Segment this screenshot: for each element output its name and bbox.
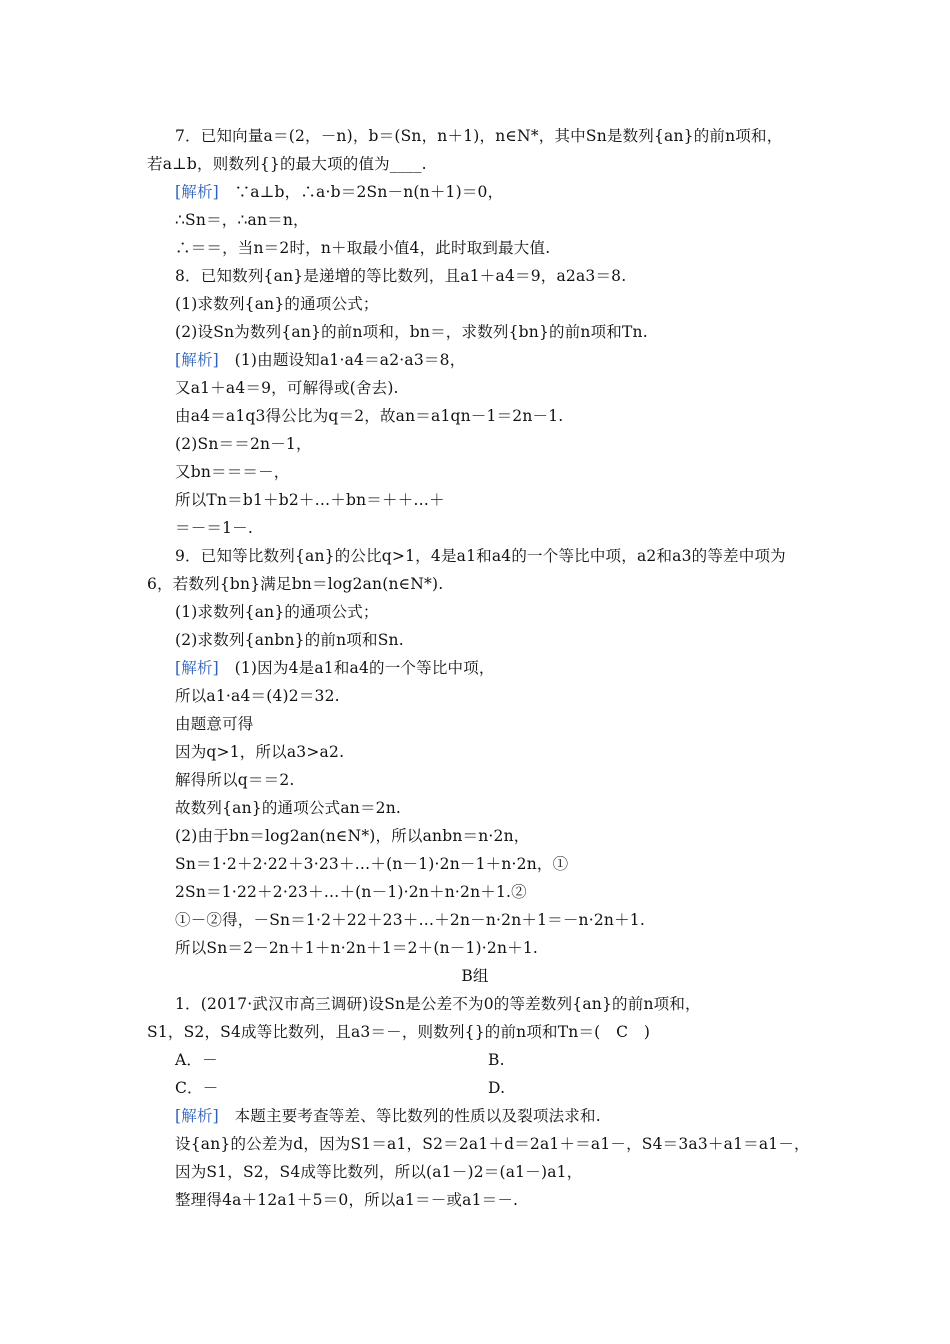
solution-tag: [解析] — [175, 183, 219, 201]
q8-solution-line5: 又bn＝＝＝－， — [175, 463, 290, 481]
q8-solution-line7: ＝－＝1－. — [175, 519, 253, 537]
q8-solution-line4: (2)Sn＝＝2n－1， — [175, 435, 312, 453]
q9-solution-line4: 因为q>1，所以a3>a2. — [175, 743, 345, 761]
q7-solution-line1: [解析] ∵a⊥b，∴a·b＝2Sn－n(n＋1)＝0， — [175, 183, 504, 201]
q9-line1: 9．已知等比数列{an}的公比q>1，4是a1和a4的一个等比中项，a2和a3的等差中项为 — [175, 547, 786, 565]
q8-line1: 8．已知数列{an}是递增的等比数列，且a1＋a4＝9，a2a3＝8. — [175, 267, 627, 285]
q7-line2: 若a⊥b，则数列{}的最大项的值为____. — [147, 155, 427, 173]
b1-solution-line3: 因为S1，S2，S4成等比数列，所以(a1－)2＝(a1－)a1， — [175, 1163, 583, 1181]
b1-solution-line2: 设{an}的公差为d，因为S1＝a1，S2＝2a1＋d＝2a1＋＝a1－，S4＝3a3＋a1＝a1－， — [175, 1135, 810, 1153]
q7-line1: 7．已知向量a＝(2，－n)，b＝(Sn，n＋1)，n∈N*，其中Sn是数列{an}的前n项和， — [175, 127, 783, 145]
q9-solution-line6: 故数列{an}的通项公式an＝2n. — [175, 799, 402, 817]
q9-solution-line11: 所以Sn＝2－2n＋1＋n·2n＋1＝2＋(n－1)·2n＋1. — [175, 939, 539, 957]
q9-solution-line10: ①－②得，－Sn＝1·2＋22＋23＋…＋2n－n·2n＋1＝－n·2n＋1. — [175, 911, 646, 929]
q7-solution-line2: ∴Sn＝，∴an＝n， — [175, 211, 309, 229]
b1-line2: S1，S2，S4成等比数列，且a3＝－，则数列{}的前n项和Tn＝( C ) — [147, 1023, 651, 1041]
solution-tag: [解析] — [175, 1107, 219, 1125]
q8-solution-line2: 又a1＋a4＝9，可解得或(舍去). — [175, 379, 399, 397]
section-heading-group-b: B组 — [461, 967, 489, 985]
q9-line2: 6，若数列{bn}满足bn＝log2an(n∈N*). — [147, 575, 444, 593]
solution-tag: [解析] — [175, 659, 219, 677]
b1-line1: 1．(2017·武汉市高三调研)设Sn是公差不为0的等差数列{an}的前n项和， — [175, 995, 701, 1013]
b1-solution-line1: [解析] 本题主要考查等差、等比数列的性质以及裂项法求和. — [175, 1107, 601, 1125]
solution-tag: [解析] — [175, 351, 219, 369]
q8-part1: (1)求数列{an}的通项公式； — [175, 295, 379, 313]
q9-solution-line8: Sn＝1·2＋2·22＋3·23＋…＋(n－1)·2n－1＋n·2n，① — [175, 855, 569, 873]
q9-solution-line2: 所以a1·a4＝(4)2＝32. — [175, 687, 340, 705]
q9-solution-line7: (2)由于bn＝log2an(n∈N*)，所以anbn＝n·2n， — [175, 827, 530, 845]
q9-solution-line5: 解得所以q＝＝2. — [175, 771, 295, 789]
q9-part1: (1)求数列{an}的通项公式； — [175, 603, 379, 621]
q9-solution-line3: 由题意可得 — [175, 715, 254, 733]
b1-solution-line4: 整理得4a＋12a1＋5＝0，所以a1＝－或a1＝－. — [175, 1191, 519, 1209]
b1-options-ab — [175, 1050, 218, 1070]
q9-solution-line9: 2Sn＝1·22＋2·23＋…＋(n－1)·2n＋n·2n＋1.② — [175, 883, 527, 901]
q8-solution-line1: [解析] (1)由题设知a1·a4＝a2·a3＝8， — [175, 351, 466, 369]
q9-solution-line1: [解析] (1)因为4是a1和a4的一个等比中项， — [175, 659, 495, 677]
q9-part2: (2)求数列{anbn}的前n项和Sn. — [175, 631, 404, 649]
option-d: D. — [488, 1079, 506, 1097]
q8-part2: (2)设Sn为数列{an}的前n项和，bn＝，求数列{bn}的前n项和Tn. — [175, 323, 648, 341]
q8-solution-line6: 所以Tn＝b1＋b2＋…＋bn＝＋＋…＋ — [175, 491, 445, 509]
option-b: B. — [488, 1051, 505, 1069]
q7-solution-line3: ∴＝＝，当n＝2时，n＋取最小值4，此时取到最大值. — [175, 239, 551, 257]
q8-solution-line3: 由a4＝a1q3得公比为q＝2，故an＝a1qn－1＝2n－1. — [175, 407, 564, 425]
option-a: A．－ — [175, 1051, 218, 1069]
option-c: C．－ — [175, 1079, 219, 1097]
